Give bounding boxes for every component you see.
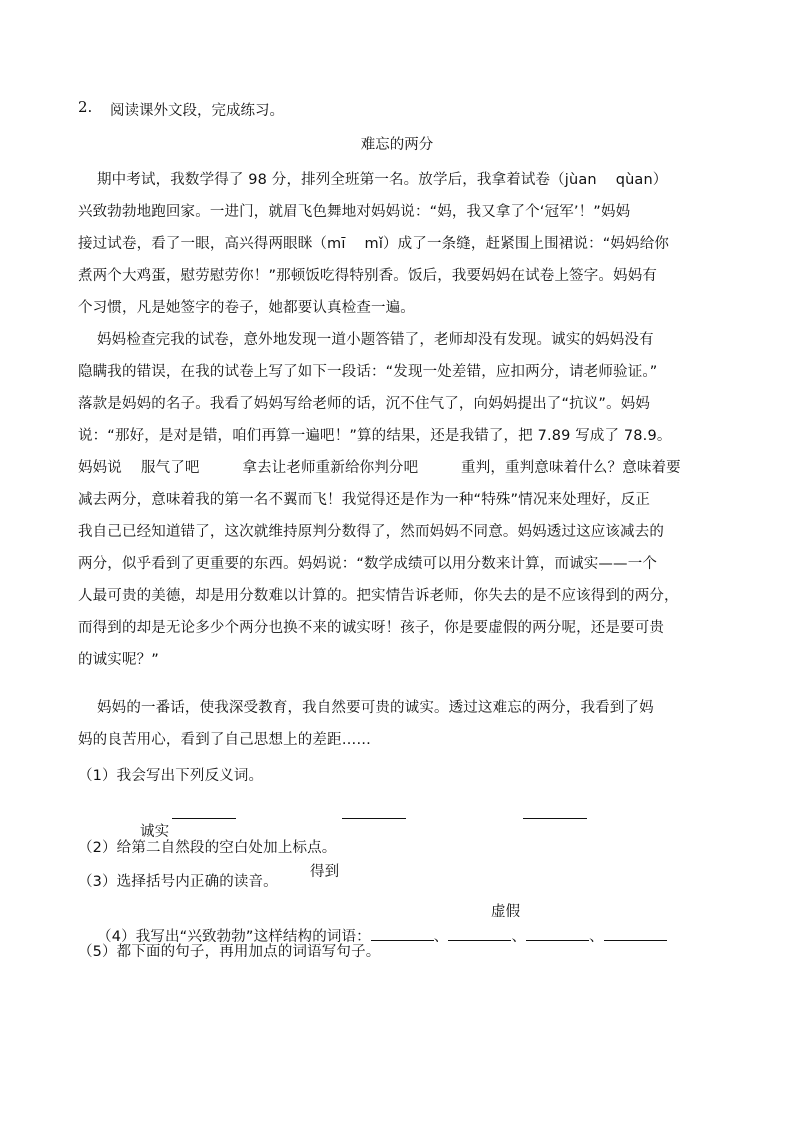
antonym-word: 诚实 — [140, 824, 170, 840]
antonym-word: 得到 — [310, 864, 340, 880]
sub-question-3: （3）选择括号内正确的读音。 — [78, 874, 278, 890]
passage-line: 妈妈说 服气了吧 拿去让老师重新给你判分吧 重判，重判意味着什么？意味着要 — [78, 460, 681, 476]
answer-blank[interactable] — [523, 804, 587, 819]
sub-question-4-text: （4）我写出“兴致勃勃”这样结构的词语： — [97, 929, 371, 945]
separator: 、 — [511, 929, 527, 945]
sub-question-2: （2）给第二自然段的空白处加上标点。 — [78, 840, 337, 856]
passage-line: 妈妈的一番话，使我深受教育，我自然要可贵的诚实。透过这难忘的两分，我看到了妈 — [78, 700, 654, 716]
passage-line: 接过试卷，看了一眼，高兴得两眼眯（mī mǐ）成了一条缝，赶紧围上围裙说：“妈妈给你 — [78, 236, 670, 252]
passage-line: 兴致勃勃地跑回家。一进门，就眉飞色舞地对妈妈说：“妈，我又拿了个‘冠军’！”妈妈 — [78, 204, 631, 220]
answer-blank[interactable] — [526, 926, 589, 941]
question-instruction: 阅读课外文段，完成练习。 — [110, 103, 284, 119]
passage-title: 难忘的两分 — [360, 137, 434, 153]
passage-line: 落款是妈妈的名子。我看了妈妈写给老师的话，沉不住气了，向妈妈提出了“抗议”。妈妈 — [78, 396, 651, 412]
passage-line: 减去两分，意味着我的第一名不翼而飞！我觉得还是作为一种“特殊”情况来处理好，反正 — [78, 492, 651, 508]
separator: 、 — [433, 929, 449, 945]
separator: 、 — [589, 929, 604, 945]
passage-line: 隐瞒我的错误，在我的试卷上写了如下一段话：“发现一处差错，应扣两分，请老师验证。” — [78, 364, 658, 380]
question-number: 2. — [78, 98, 93, 116]
passage-line: 的诚实呢？” — [78, 652, 159, 668]
passage-line: 煮两个大鸡蛋，慰劳慰劳你！”那顿饭吃得特别香。饭后，我要妈妈在试卷上签字。妈妈有 — [78, 268, 658, 284]
answer-blank[interactable] — [371, 926, 434, 941]
passage-line: 两分，似乎看到了更重要的东西。妈妈说：“数学成绩可以用分数来计算，而诚实——一个 — [78, 556, 658, 572]
passage-line: 期中考试，我数学得了 98 分，排列全班第一名。放学后，我拿着试卷（jùan qùan） — [78, 172, 668, 188]
passage-line: 而得到的却是无论多少个两分也换不来的诚实呀！孩子，你是要虚假的两分呢，还是要可贵 — [78, 620, 664, 636]
passage-line: 说：“那好，是对是错，咱们再算一遍吧！”算的结果，还是我错了，把 7.89 写成了 78.9。 — [78, 428, 672, 444]
answer-blank[interactable] — [172, 804, 236, 819]
sub-question-1: （1）我会写出下列反义词。 — [78, 768, 264, 784]
sub-question-5: （5）都下面的句子，再用加点的词语写句子。 — [78, 944, 381, 960]
passage-line: 妈的良苦用心，看到了自己思想上的差距…… — [78, 732, 371, 748]
answer-blank[interactable] — [342, 804, 406, 819]
passage-line: 人最可贵的美德，却是用分数难以计算的。把实情告诉老师，你失去的是不应该得到的两分， — [78, 588, 679, 604]
antonym-word: 虚假 — [491, 904, 521, 920]
passage-line: 我自己已经知道错了，这次就维持原判分数得了，然而妈妈不同意。妈妈透过这应该减去的 — [78, 524, 664, 540]
passage-line: 妈妈检查完我的试卷，意外地发现一道小题答错了，老师却没有发现。诚实的妈妈没有 — [78, 332, 654, 348]
passage-line: 个习惯，凡是她签字的卷子，她都要认真检查一遍。 — [78, 300, 415, 316]
answer-blank[interactable] — [448, 926, 511, 941]
answer-blank[interactable] — [604, 926, 667, 941]
